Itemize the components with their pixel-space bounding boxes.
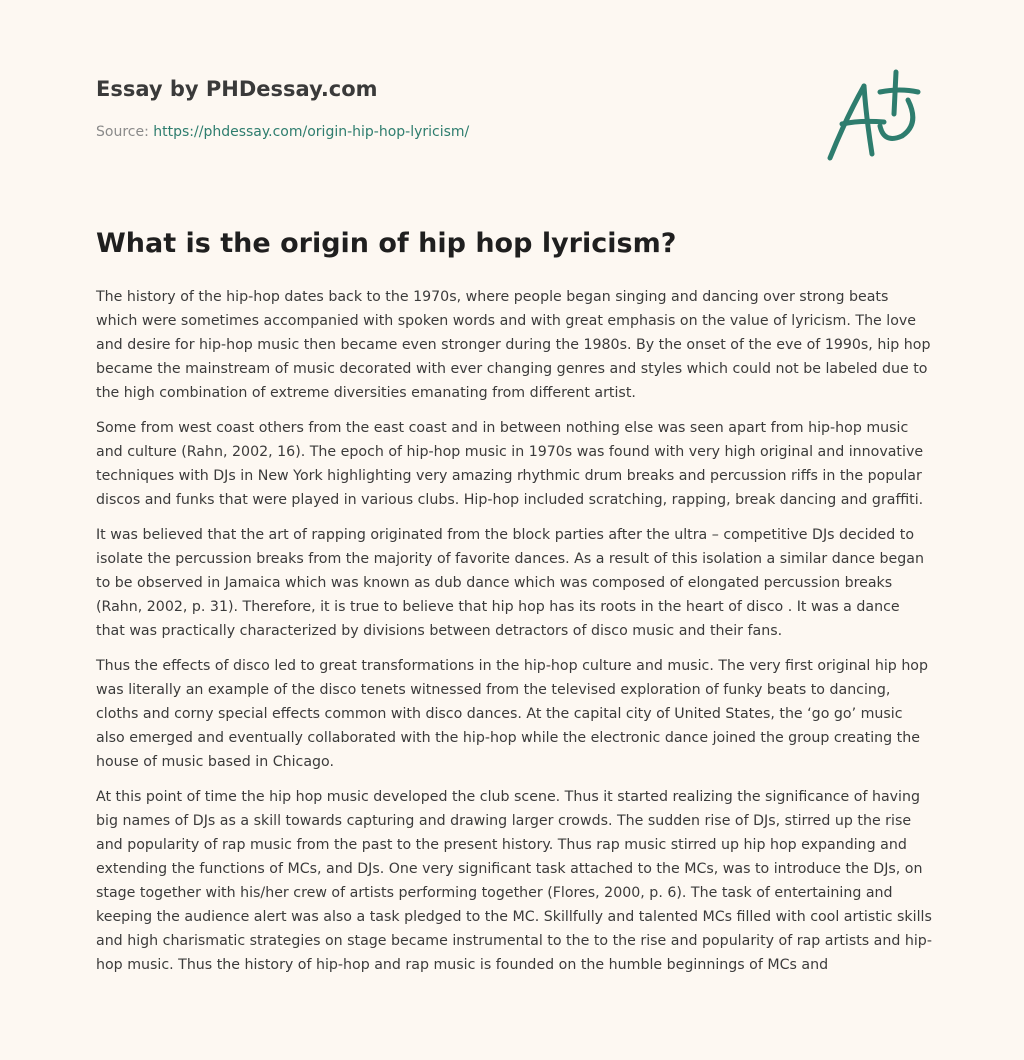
source-link[interactable]: https://phdessay.com/origin-hip-hop-lyricism/	[153, 124, 470, 140]
site-brand: Essay by PHDessay.com	[96, 77, 378, 101]
page-header	[96, 74, 836, 142]
article-paragraph: Some from west coast others from the east coast and in between nothing else was seen apart from hip-hop music and culture (Rahn, 2002, 16). The epoch of hip-hop music in 1970s was found with very high original and innovative techniques with DJs in New York highlighting very amazing rhythmic drum breaks and percussion riffs in the popular discos and funks that were played in various clubs. Hip-hop included scratching, rapping, break dancing and graffiti.	[96, 420, 924, 508]
article-paragraph: Thus the effects of disco led to great transformations in the hip-hop culture and music. The very first original hip hop was literally an example of the disco tenets witnessed from the televised exploration of funky beats to dancing, cloths and corny special effects common with disco dances. At the capital city of United States, the ‘go go’ music also emerged and eventually collaborated with the hip-hop while the electronic dance joined the group creating the house of music based in Chicago.	[96, 658, 928, 770]
article-title: What is the origin of hip hop lyricism?	[96, 228, 677, 259]
article-paragraph: The history of the hip-hop dates back to the 1970s, where people began singing and dancing over strong beats which were sometimes accompanied with spoken words and with great emphasis on the value of lyricism. The love and desire for hip-hop music then became even stronger during the 1980s. By the onset of the eve of 1990s, hip hop became the mainstream of music decorated with ever changing genres and styles which could not be labeled due to the high combination of extreme diversities emanating from different artist.	[96, 289, 931, 401]
article-paragraph: It was believed that the art of rapping originated from the block parties after the ultra – competitive DJs decided to isolate the percussion breaks from the majority of favorite dances. As a result of this isolation a similar dance began to be observed in Jamaica which was known as dub dance which was composed of elongated percussion breaks (Rahn, 2002, p. 31). Therefore, it is true to believe that hip hop has its roots in the heart of disco . It was a dance that was practically characterized by divisions between detractors of disco music and their fans.	[96, 527, 924, 639]
a-plus-logo	[820, 66, 930, 166]
article-paragraph: At this point of time the hip hop music developed the club scene. Thus it started realizing the significance of having big names of DJs as a skill towards capturing and drawing larger crowds. The sudden rise of DJs, stirred up the rise and popularity of rap music from the past to the present history. Thus rap music stirred up hip hop expanding and extending the functions of MCs, and DJs. One very significant task attached to the MCs, was to introduce the DJs, on stage together with his/her crew of artists performing together (Flores, 2000, p. 6). The task of entertaining and keeping the audience alert was also a task pledged to the MC. Skillfully and talented MCs filled with cool artistic skills and high charismatic strategies on stage became instrumental to the to the rise and popularity of rap artists and hip-hop music. Thus the history of hip-hop and rap music is founded on the humble beginnings of MCs and	[96, 789, 932, 973]
source-label: Source:	[96, 124, 154, 140]
article-body	[96, 285, 932, 988]
source-line	[96, 122, 836, 142]
